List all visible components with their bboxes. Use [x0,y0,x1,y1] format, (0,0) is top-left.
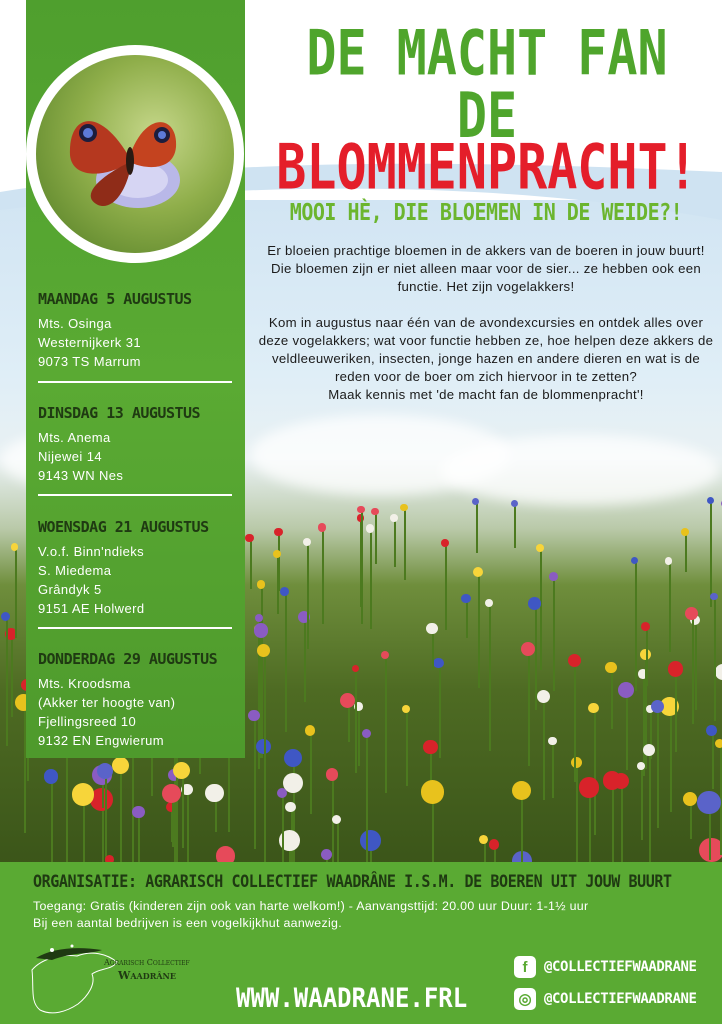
event-2 [38,404,238,485]
poster-title [262,17,712,204]
event-host: V.o.f. Binn'ndieks [38,544,145,559]
facebook-link[interactable] [514,956,697,978]
event-date: DINSDAG 13 AUGUSTUS [38,404,201,422]
event-street: Westernijkerk 31 [38,335,141,350]
title-line-1: DE MACHT FAN DE [306,17,668,152]
event-4 [38,650,238,750]
event-postcode: 9073 TS Marrum [38,354,141,369]
birdhide-note: Bij een aantal bedrijven is een vogelkijkhut aanwezig. [33,916,342,930]
event-host: Mts. Anema [38,430,111,445]
butterfly-photo [36,55,234,253]
logo-text-line-1: Agrarisch Collectief [104,958,190,967]
facebook-handle: @COLLECTIEFWAADRANE [544,959,697,975]
organisation-heading: ORGANISATIE: AGRARISCH COLLECTIEF WAADRÂNE I.S.M. DE BOEREN UIT JOUW BUURT [33,870,672,892]
divider [38,494,232,496]
intro-paragraph-3: Maak kennis met 'de macht fan de blommenpracht'! [328,387,644,402]
intro-paragraph-2: Kom in augustus naar één van de avondexcursies en ontdek alles over deze vogelakkers; wat voor functie hebben ze, hoe helpen deze akkers de veldleeuweriken, insecten, jonge hazen en andere dieren en wat is de reden voor de boer om zich hiervoor in te zetten? [258,315,714,384]
event-postcode: 9132 EN Engwierum [38,733,165,748]
intro-text [255,242,717,422]
event-date: MAANDAG 5 AUGUSTUS [38,290,192,308]
event-date: WOENSDAG 21 AUGUSTUS [38,518,209,536]
instagram-link[interactable] [514,988,697,1010]
website-link[interactable]: WWW.WAADRANE.FRL [236,982,468,1014]
event-street: Grândyk 5 [38,582,102,597]
event-host: Mts. Kroodsma [38,676,131,691]
divider [38,627,232,629]
event-host: Mts. Osinga [38,316,112,331]
event-1 [38,290,238,371]
event-street: Nijewei 14 [38,449,102,464]
instagram-handle: @COLLECTIEFWAADRANE [544,991,697,1007]
admission-line: Toegang: Gratis (kinderen zijn ook van harte welkom!) - Aanvangsttijd: 20.00 uur Duur: 1-1½ uur [33,899,589,913]
divider [38,381,232,383]
event-postcode: 9151 AE Holwerd [38,601,145,616]
event-3 [38,518,238,618]
event-host-name: S. Miedema [38,563,112,578]
event-note: (Akker ter hoogte van) [38,695,176,710]
butterfly-icon [58,85,198,215]
logo-text-line-2: Waadrâne [118,969,176,982]
waadrane-logo-map-icon [22,940,212,1020]
facebook-icon: f [514,956,536,978]
event-postcode: 9143 WN Nes [38,468,124,483]
event-date: DONDERDAG 29 AUGUSTUS [38,650,218,668]
subtitle: MOOI HÈ, DIE BLOEMEN IN DE WEIDE?! [289,198,683,226]
title-line-2: BLOMMENPRACHT! [276,131,698,204]
intro-paragraph-1: Er bloeien prachtige bloemen in de akkers van de boeren in jouw buurt! Die bloemen zijn er niet alleen maar voor de sier... ze hebben ook een functie. Het zijn vogelakkers! [267,243,705,294]
admission-info [33,898,713,932]
instagram-icon: ◎ [514,988,536,1010]
event-street: Fjellingsreed 10 [38,714,137,729]
